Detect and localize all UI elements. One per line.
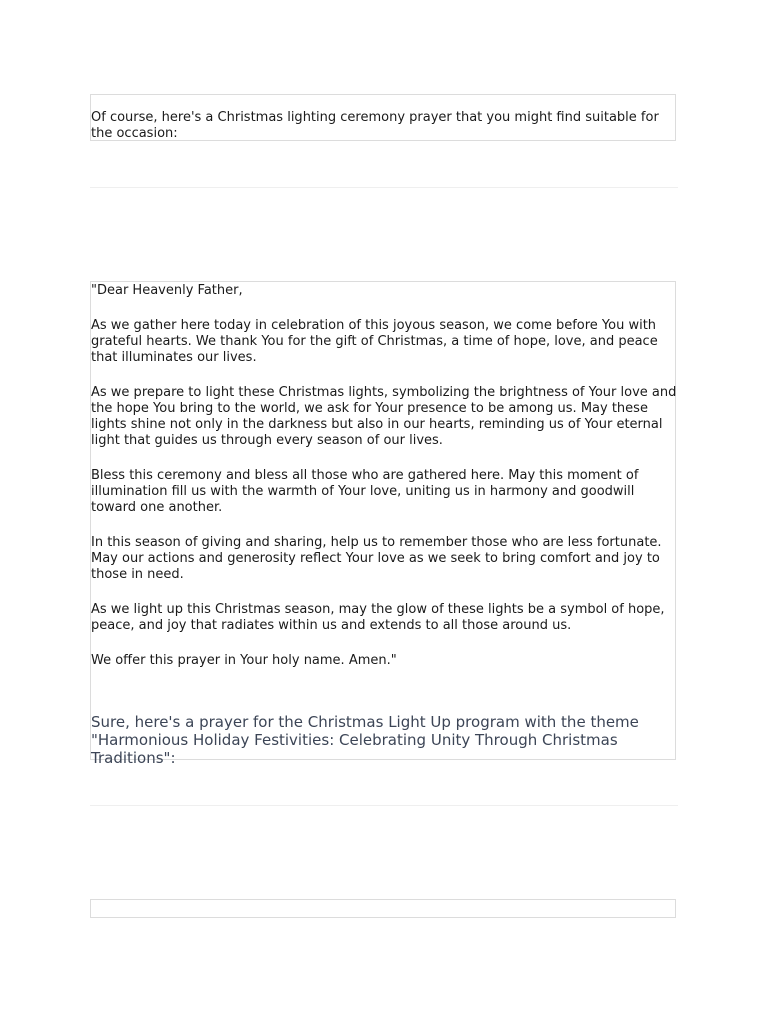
divider: [90, 187, 678, 188]
theme-intro-text: Sure, here's a prayer for the Christmas Light Up program with the theme "Harmonious Holiday Festivities: Celebrating Unity Through Christmas Traditions":: [91, 713, 639, 767]
prayer-paragraph: As we gather here today in celebration of this joyous season, we come before You with grateful hearts. We thank You for the gift of Christmas, a time of hope, love, and peace that illuminates our lives.: [91, 318, 658, 365]
prayer-paragraph: Bless this ceremony and bless all those who are gathered here. May this moment of illumination fill us with the warmth of Your love, uniting us in harmony and goodwill toward one another.: [91, 468, 639, 515]
prayer-salutation: "Dear Heavenly Father,: [91, 283, 243, 298]
prayer-box: [90, 281, 677, 767]
intro-text: Of course, here's a Christmas lighting ceremony prayer that you might find suitable for the occasion:: [91, 110, 659, 141]
prayer-paragraph: In this season of giving and sharing, help us to remember those who are less fortunate. May our actions and generosity reflect Your love as we seek to bring comfort and joy to those in need.: [91, 535, 662, 582]
prayer-content: [91, 283, 677, 688]
divider: [90, 805, 678, 806]
prayer-paragraph: As we prepare to light these Christmas lights, symbolizing the brightness of Your love and the hope You bring to the world, we ask for Your presence to be among us. May these lights shine not only in the darkness but also in our hearts, reminding us of Your eternal light that guides us through every season of our lives.: [91, 385, 677, 448]
intro-box: [90, 94, 676, 141]
prayer-closing: We offer this prayer in Your holy name. Amen.": [91, 653, 397, 668]
prayer-paragraph: As we light up this Christmas season, may the glow of these lights be a symbol of hope, peace, and joy that radiates within us and extends to all those around us.: [91, 602, 665, 633]
empty-box: [90, 899, 676, 918]
